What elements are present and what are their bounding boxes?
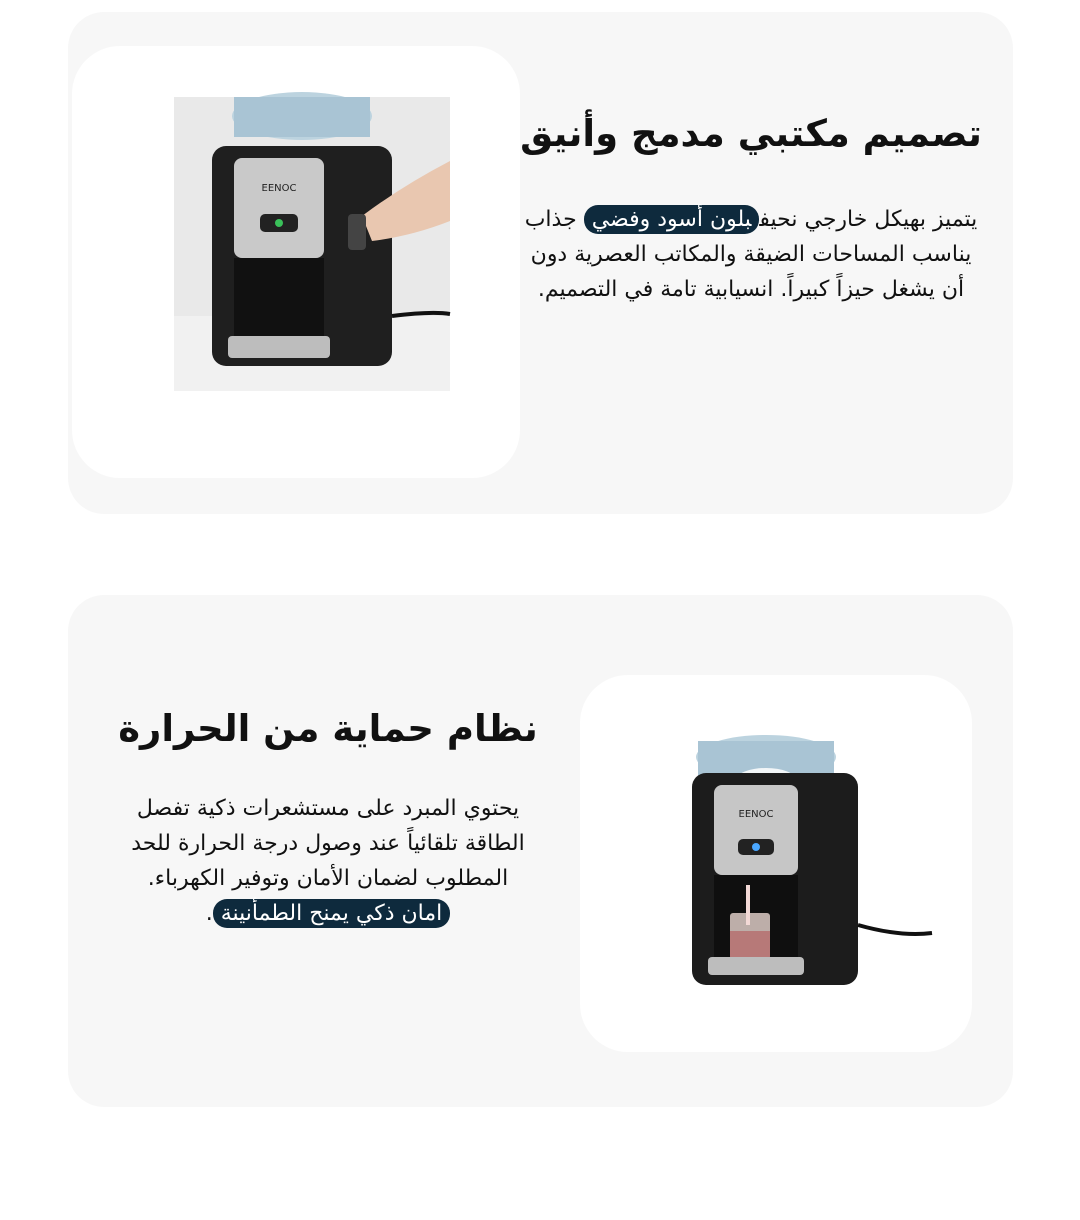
feature-card-heat-protection bbox=[68, 595, 1013, 1107]
feature-title: تصميم مكتبي مدمج وأنيق bbox=[520, 112, 982, 155]
feature-text bbox=[520, 112, 982, 307]
water-dispenser-image bbox=[72, 46, 520, 478]
water-dispenser-image bbox=[580, 675, 972, 1052]
highlight-badge: بلون أسود وفضي bbox=[584, 205, 760, 234]
description-body: يحتوي المبرد على مستشعرات ذكية تفصل الطاقة تلقائياً عند وصول درجة الحرارة للحد المطلوب لضمان الأمان وتوفير الكهرباء. bbox=[131, 796, 525, 892]
highlight-badge: امان ذكي يمنح الطمأنينة bbox=[213, 899, 451, 928]
description-trailing: . bbox=[205, 901, 213, 927]
product-image-box bbox=[72, 46, 520, 478]
feature-card-compact-design bbox=[68, 12, 1013, 514]
image-brand-text: EENOC bbox=[738, 809, 774, 820]
feature-description bbox=[520, 202, 982, 307]
image-brand-text: EENOC bbox=[261, 183, 297, 194]
feature-title: نظام حماية من الحرارة bbox=[118, 707, 538, 750]
feature-text bbox=[108, 707, 548, 931]
feature-description bbox=[108, 791, 548, 931]
product-image-box bbox=[580, 675, 972, 1052]
description-start: يتميز بهيكل خارجي نحيف bbox=[759, 207, 978, 233]
description-end: جذاب يناسب المساحات الضيقة والمكاتب العصرية دون أن يشغل حيزاً كبيراً. انسيابية تامة في التصميم. bbox=[524, 207, 972, 303]
